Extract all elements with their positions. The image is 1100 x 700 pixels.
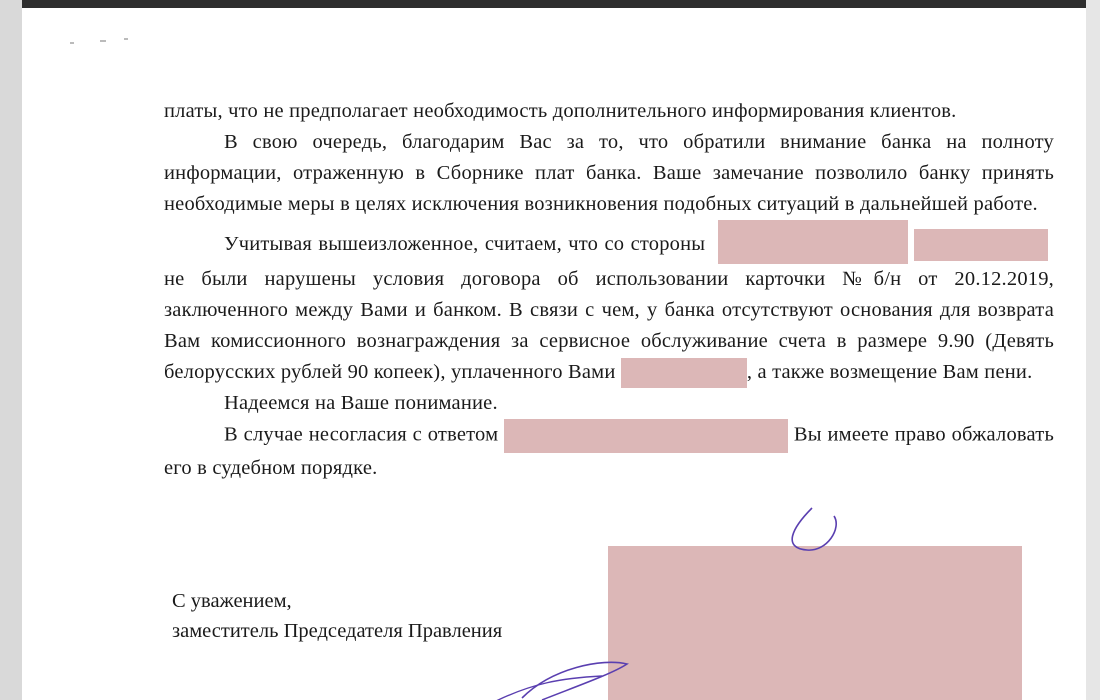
paragraph-thanks: В свою очередь, благодарим Вас за то, что обратили внимание банка на полноту информации, отраженную в Сборнике плат банка. Ваше замечание позволило банку принять необходимые меры в целях исключения возникновения подобных ситуаций в дальнейшей работе.	[164, 131, 1054, 215]
scan-artifact	[124, 38, 128, 40]
paragraph-understanding: Надеемся на Ваше понимание.	[224, 392, 498, 415]
redaction-box	[621, 358, 747, 388]
redaction-box	[914, 229, 1048, 261]
viewer-top-edge	[0, 0, 1100, 8]
signature-redaction-box	[608, 546, 1022, 700]
appeal-start: В случае несогласия с ответом	[224, 424, 499, 446]
scan-artifact	[100, 40, 106, 42]
signatory-position: заместитель Председателя Правления	[172, 620, 503, 642]
conclusion-start: Учитывая вышеизложенное, считаем, что со стороны	[224, 233, 706, 255]
closing-regards: С уважением,	[172, 590, 292, 612]
appeal-end: Вы имеете право обжаловать его в судебном порядке.	[164, 424, 1054, 480]
scanned-letter-page	[22, 8, 1086, 700]
letter-body	[164, 96, 1054, 484]
paragraph-appeal	[164, 419, 1054, 484]
background-window-edge-right	[1086, 0, 1100, 700]
conclusion-body: не были нарушены условия договора об использовании карточки №б/н от 20.12.2019, заключенного между Вами и банком. В связи с чем, у банка отсутствуют основания для возврата Вам комиссионного вознаграждения за сервисное обслуживание счета в размере 9.90 (Девять белорусских рублей 90 копеек), уплаченного Вами	[164, 268, 1054, 383]
conclusion-end: , а также возмещение Вам пени.	[746, 361, 1033, 383]
paragraph-conclusion	[164, 220, 1054, 388]
background-window-edge	[0, 0, 22, 700]
letter-closing	[172, 586, 502, 646]
paragraph-continuation: платы, что не предполагает необходимость дополнительного информирования клиентов.	[164, 100, 957, 122]
redaction-box	[504, 419, 788, 453]
scan-artifact	[70, 42, 74, 44]
redaction-box	[718, 220, 908, 264]
